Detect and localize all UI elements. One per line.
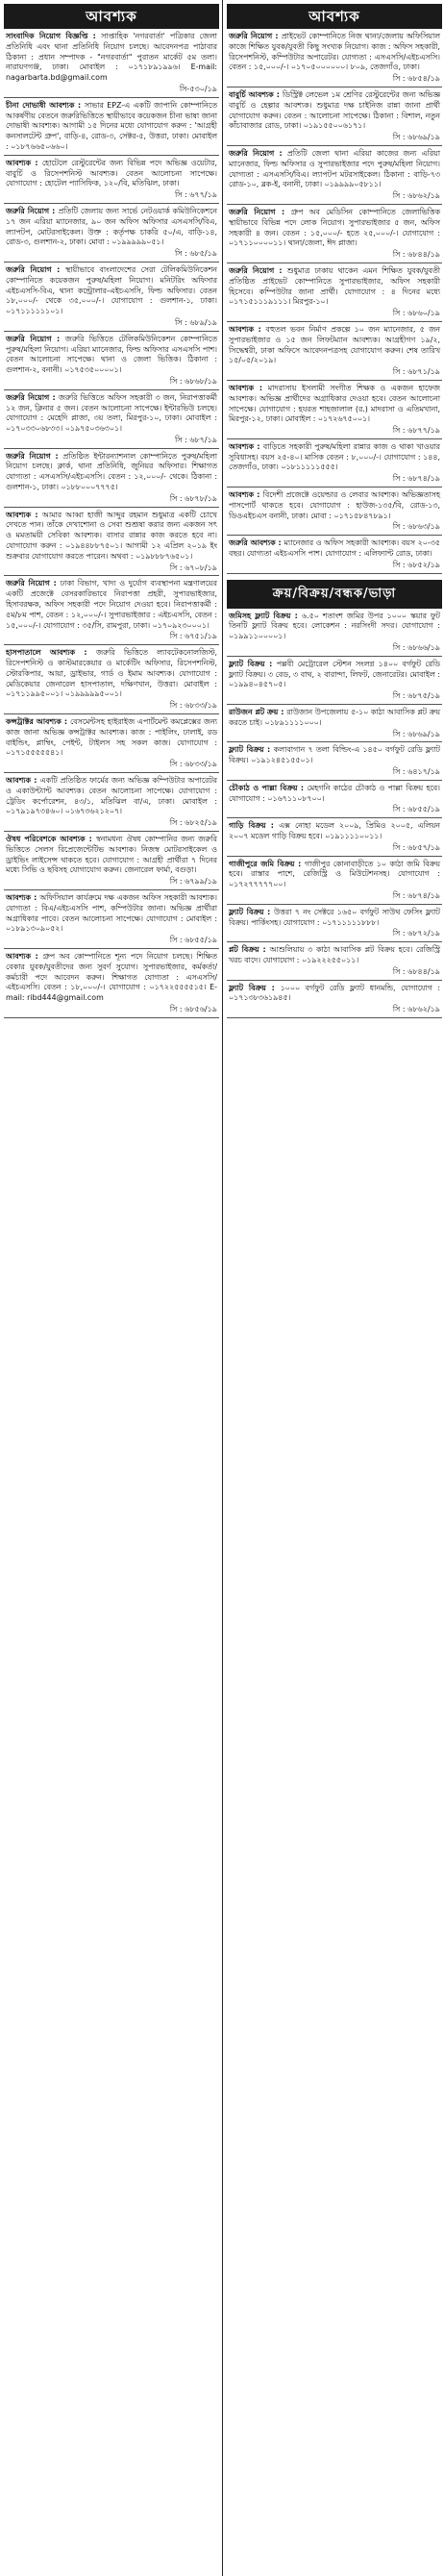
ad-reference: সি : ৬৮৪৪/১৯	[392, 966, 440, 976]
ad-keyword: ঔষধ পরিবেশকে আবশ্যক :	[6, 834, 96, 843]
ad-text	[6, 648, 217, 700]
ad-keyword: আবশ্যক :	[6, 158, 42, 167]
ad-body: আমার আব্বা হাজী আব্দুর রহমান শুধুমাত্র একটি চোখে দেখতে পান। তাঁকে দেখাশোনা ও সেবা শুশ্রূষা করার জন্য একজন সৎ ও মমতাময়ী সেবিকা আবশ্যক। বাসার রান্নার কাজ করতে হবে না। যোগাযোগ করুন : ০১৯৪৪৮৮৭৫০১। আগামী ১২ এপ্রিল ২০১৯ ইং শুক্রবার যোগাযোগ করতে পারেন। অথবা : ০১৯৮৮৮৭৬৫০১।	[6, 510, 217, 561]
ad-reference: সি : ৬৮৭৮/১৯	[169, 493, 217, 503]
classified-ad	[4, 332, 219, 390]
ad-keyword: জমিসহ ফ্ল্যাট বিক্রয় :	[229, 611, 302, 620]
ad-text	[6, 265, 217, 317]
column-divider	[222, 0, 223, 2576]
ad-reference: সি : ৬৮৫৫/১৯	[392, 805, 440, 814]
ad-body: বাড়িতে সহকারী পুরুষ/মহিলা রান্নার কাজ ও থাকা খাওয়ার সুবিধাসহ। বয়স ২৫-৪০। মাসিক বেতন : ৮,০০০/-। যোগাযোগ : ১৪৪, তেজগাঁও, ঢাকা। ০১৮১১১১১৫৫৫।	[229, 441, 440, 472]
ad-body: জরুরি ভিত্তিতে টেলিকমিউনিকেশন কোম্পানিতে পুরুষ/মহিলা নিয়োগ। এরিয়া ম্যানেজার, ফিল্ড অফিসার এসএসসি পাশ। বেতন আলোচনা সাপেক্ষে। থানা ও জেলা ভিত্তিক। ঠিকানা : গুলশান-২, বনানী। ০১৭৫৩৫০০০০১।	[6, 334, 218, 375]
classified-ad	[4, 156, 219, 204]
ad-keyword: জরুরি নিয়োগ :	[6, 392, 59, 402]
classified-ad	[227, 88, 442, 146]
ad-body: স্বনামধন্য ঔষধ কোম্পানির জন্য জরুরি ভিত্তিতে সেলস রিপ্রেজেন্টেটিভ আবশ্যক। নিজস্ব মোটরসাইকেল ও ড্রাইভিং লাইসেন্স থাকতে হবে। যোগাযোগ : আগ্রহী প্রার্থীরা ৭ দিনের মধ্যে সিভি ও ছবিসহ যোগাযোগ করুন। জেনারেল ফার্মা, বগুড়া।	[6, 834, 217, 875]
classified-ad	[4, 98, 219, 156]
ad-reference: সি : ৬৪১৭/১৯	[392, 767, 440, 777]
ad-keyword: আবশ্যক :	[6, 776, 40, 785]
ad-keyword: আবশ্যক :	[229, 383, 268, 392]
classified-ad	[4, 449, 219, 508]
ad-reference: সি : ৬৭৯৯/১৯	[169, 877, 217, 887]
classified-ad	[227, 439, 442, 488]
ad-reference: সি : ৬৮৫৫/১৯	[169, 936, 217, 945]
classified-ad	[4, 949, 219, 1018]
ad-reference: সি : ৬৮৬৩/১৯	[392, 522, 440, 532]
ad-text	[229, 442, 440, 473]
ad-reference: সি : ৬৮৫/১৯	[174, 249, 217, 259]
ad-reference: সি : ৬৮২৫/১৯	[169, 818, 217, 828]
ad-reference: সি : ৬৮৩৩/১৯	[169, 701, 217, 711]
ad-text	[229, 984, 440, 1005]
ad-keyword: জরুরি নিয়োগ :	[6, 334, 65, 343]
ad-body: পল্লবী মেট্রোরেল স্টেশন সংলগ্ন ১৪০০ বর্গফুট রেডি ফ্ল্যাট বিক্রয়। ৩ বেড, ৩ বাথ, ২ বারান্দা, লিফট, জেনারেটর। মোবাইল : ০১৯৯৪০৪৫৭০৫।	[229, 659, 440, 689]
ad-body: প্রাইভেট কোম্পানিতে নিজ থানা/জেলায় অফিসিয়াল কাজে শিক্ষিত যুবক/যুবতী কিছু সংখ্যক নিয়োগ। কাজ : অফিস সহকারী, রিসেপশনিস্ট, কম্পিউটার অপারেটর। যোগ্যতা : এসএসসি/এইচএসসি। বেতন : ১৫,০০০/-। ০১৭০৫০০০০০০। ৮০৯, তেজগাঁও, ঢাকা।	[229, 32, 440, 72]
ad-keyword: গাজীপুরে জমি বিক্রয় :	[229, 859, 305, 868]
ad-reference: সি : ৬৮৭৪/১৯	[392, 474, 440, 484]
ad-body: প্রতিটি জেলায় জন্য সার্ভে নেটওয়ার্ক কমিউনিকেশনে ১৭ জন এরিয়া ম্যানেজার, ৯০ জন অফিস অফিসার এসএসসি/বিএ, ল্যাপটপ, মোটরসাইকেল। উক্ত : কর্তৃপক্ষ চাকরি ৫০/এ, বাড়ি-১৪, রোড-৩, গুলশান-২, ঢাকা। মোবা : ০১৯৯৯৯৯০৫১।	[6, 206, 217, 247]
ad-text	[229, 90, 440, 132]
ad-body: বেসমেন্টসহ হাইরাইজ এপার্টমেন্ট কমপ্লেক্সের জন্য কাজ জানা অভিজ্ঞ কন্সট্রাক্টর আবশ্যক। কাজ : পাইলিং, ঢালাই, রড বাইন্ডিং, প্লাম্বিং, পেইন্ট, টাইলস সহ সকল কাজ। যোগাযোগ : ০১৭১৫৫৫৫৫৪১।	[6, 717, 217, 758]
ad-text	[6, 393, 217, 435]
ad-body: বিদেশী প্রজেক্টে ওয়েল্ডার ও লেবার আবশ্যক। অভিজ্ঞতাসহ পাসপোর্ট থাকতে হবে। যোগাযোগ : হাউজ-১৩৫/বি, রোড-১৩, ডিওএইচএস বনানী, ঢাকা। মোবা : ০১৭১৫৮৪৭৮৯১।	[229, 490, 440, 520]
classified-ad	[227, 981, 442, 1018]
ad-body: জরুরি ভিত্তিতে অফিস সহকারী ৩ জন, নিরাপত্তাকর্মী ১২ জন, ক্লিনার ৫ জন। বেতন আলোচনা সাপেক্ষে। ইন্টারভিউ চলছে। যোগাযোগ : মেহেদি প্লাজা, ৩য় তলা, মিরপুর-১০, ঢাকা। মোবাইল : ০১৭০৩৩০৬৮৩৩। ০১৯৭৫০৩৬৩০১।	[6, 392, 217, 434]
right-ads-list-sale	[227, 609, 442, 1018]
ad-text	[229, 660, 440, 690]
ad-body: ১০০০ বর্গফুট রেডি ফ্ল্যাট ধানমন্ডি, যোগাযোগ : ০১৭১৩৮৩৬১৯৪৫।	[229, 983, 440, 1003]
classified-ad	[227, 488, 442, 536]
ad-text	[229, 538, 440, 560]
classified-ad	[227, 29, 442, 88]
ad-keyword: জরুরি নিয়োগ :	[229, 265, 287, 275]
left-column	[4, 0, 219, 2576]
ad-reference: সি : ৬৮৬৬/১৯	[392, 643, 440, 653]
ad-reference: সি : ৬৮৬৯/১৯	[392, 729, 440, 738]
ad-body: শুধুমাত্র ঢাকায় থাকেন এমন শিক্ষিত যুবক/যুবতী প্রতিষ্ঠিত প্রাইভেট কোম্পানিতে সুপারভাইজার, অফিস সহকারী হিসেবে। কম্পিউটার জানা প্রার্থী। যোগাযোগ : ৪ দিনের মধ্যে ০১৭১৫১১১৯১১১। মিরপুর-১০।	[229, 265, 440, 307]
classified-ad	[227, 857, 442, 905]
ad-reference: সি : ৬৮৫৭/১৯	[392, 842, 440, 852]
ad-text	[229, 325, 440, 366]
ad-text	[6, 776, 217, 817]
ad-text	[6, 452, 217, 493]
classified-ad	[227, 381, 442, 439]
ad-keyword: চীনা দোভাষী আবশ্যক :	[6, 100, 85, 110]
ad-reference: সি : ৬৭৭/১৯	[174, 190, 217, 200]
ad-body: আশুলিয়ায় ৩ কাঠা আবাসিক প্লট বিক্রয় হবে। রেজিস্ট্রি খরচ বাদে। যোগাযোগ : ০১৯২২২৫৫০১১।	[229, 945, 440, 964]
classified-ad	[227, 818, 442, 856]
ad-text	[6, 32, 217, 84]
ad-keyword: জরুরি নিয়োগ :	[6, 206, 59, 215]
ad-text	[6, 952, 217, 1004]
ad-text	[229, 945, 440, 966]
ad-keyword: আবশ্যক :	[229, 324, 266, 334]
ad-body: সাভার EPZ-এ একটি জাপানি কোম্পানিতে আকর্ষণীয় বেতনে জরুরিভিত্তিতে স্থায়ীভাবে কয়েকজন চীনা ভাষা জানা দোভাষী আবশ্যক। আগামী ১৫ দিনের মধ্যে যোগাযোগ করুন : 'আগ্রহী কনসালটেন্ট গ্রুপ', বাড়ি-৪, রোড-৩, সেক্টর-৫, উত্তরা, ঢাকা। মোবাইল : ০১৮৭৬৬৫০৬৬০।	[6, 100, 217, 151]
classified-ad	[227, 705, 442, 742]
classified-ad	[4, 29, 219, 98]
ad-reference: সি : ৬৮৭২/১৯	[392, 929, 440, 938]
ad-reference: সি : ৬৮৬৯/১৯	[392, 133, 440, 142]
ad-reference: সি : ৬৮৪৪/১৯	[392, 250, 440, 260]
classified-ad	[227, 781, 442, 818]
ad-reference: সি : ৬৮৭৭/১৯	[392, 426, 440, 436]
left-ads-list	[4, 29, 219, 1018]
ad-keyword: বাবুর্চি আবশ্যক :	[229, 89, 283, 99]
ad-body: ৬.৫০ শতাংশ জমির উপর ১০০০ স্কয়ার ফুট তিনটি ফ্ল্যাট বিক্রয় হবে। লোকেশন : নরসিংদী সদর। যোগাযোগ : ০১৯৯১১০০০০১।	[229, 611, 440, 641]
ad-keyword: জরুরি নিয়োগ :	[6, 579, 61, 588]
classified-ad	[4, 773, 219, 832]
ad-keyword: আবশ্যক :	[229, 490, 263, 500]
ad-text	[6, 207, 217, 248]
classified-ad	[227, 322, 442, 381]
classified-ad	[227, 146, 442, 205]
right-ads-list-jobs	[227, 29, 442, 574]
ad-text	[6, 893, 217, 935]
section-header-sale: ক্রয়/বিক্রয়/বন্ধক/ভাড়া	[227, 580, 442, 609]
ad-body: মেহগনি কাঠের চৌকাঠ ও পাল্লা বিক্রয় হবে। যোগাযোগ : ০১৬৭১১০৮৭০০।	[229, 783, 440, 803]
ad-keyword: জরুরি নিয়োগ :	[6, 451, 63, 461]
classified-ad	[4, 204, 219, 263]
ad-body: রাউজান উপজেলায় ৫-১০ কাঠা আবাসিক প্লট ক্রয় করতে চাই। ০১৮৯১১১১০০০।	[229, 708, 440, 727]
ad-keyword: ফ্ল্যাট বিক্রয় :	[229, 745, 274, 755]
ad-keyword: রাউজন প্লট ক্রয় :	[229, 708, 287, 717]
ad-keyword: গাড়ি বিক্রয় :	[229, 821, 280, 831]
ad-body: হোটেলে রেস্টুরেন্টের জন্য বিভিন্ন পদে অভিজ্ঞ ওয়েটার, বাবুর্চি ও রিসেপশনিস্ট আবশ্যক। বেতন আলোচনা সাপেক্ষে। যোগাযোগ : হোটেল প্যাসিফিক, ১২০/বি, মতিঝিল, ঢাকা।	[6, 158, 217, 188]
ad-reference: সি : ৬৭০৮/১৯	[169, 563, 217, 572]
ad-keyword: সাংবাদিক নিয়োগ বিজ্ঞপ্তি :	[6, 32, 102, 40]
classified-ad	[227, 263, 442, 322]
ad-reference: সি : ৬৮৭৪/১৯	[392, 890, 440, 900]
ad-text	[6, 511, 217, 563]
ad-reference: সি : ৬৮৭১/১৯	[392, 367, 440, 377]
ad-text	[6, 159, 217, 189]
ad-body: একটি প্রতিষ্ঠিত ফার্মের জন্য অভিজ্ঞ কম্পিউটার অপারেটর ও একাউন্ট্যান্ট আবশ্যক। বেতন আলোচনা সাপেক্ষে। যোগাযোগ : ট্রেডিং কর্পোরেশন, ৪৩/১, মতিঝিল বা/এ, ঢাকা। মোবাইল : ০১৭৯১৯৭৩৪৬০। ০১৬৭৩৬২১২০৭।	[6, 776, 217, 816]
ad-reference: সি : ৬৮৭৫/১৯	[392, 691, 440, 701]
ad-body: গ্রুপ অব কোম্পানিতে শূন্য পদে নিয়োগ চলছে। শিক্ষিত বেকার যুবক/যুবতীদের জন্য সুবর্ণ সুযোগ। সুপারভাইজার, কর্মকর্তা/কর্মচারী পদে আবেদন করুন। শিক্ষাগত যোগ্যতা : এসএসসি/এইচএসসি। বেতন : ১৮,০০০/-। যোগাযোগ : ০১৭২২৫৫৫৫১৫। E-mail: ribd444@gmail.com	[6, 951, 217, 1003]
ad-text	[229, 384, 440, 425]
ad-body: স্থায়ীভাবে বাংলাদেশের সেরা টেলিকমিউনিকেশন কোম্পানিতে কয়েকজন পুরুষ/মহিলা নিয়োগ। মনিটরিং অফিসার এইচএসসি-বিএ, থানা কন্ট্রোলার-এইচএসসি, ফিল্ড অফিসার। বেতন ১৮,০০০/- থেকে ৩৫,০০০/-। যোগাযোগ : গুলশান-১, ঢাকা। ০১৭১১১১১১০১।	[6, 264, 218, 316]
ad-reference: সি : ৬৮৬৮/১৯	[169, 376, 217, 386]
ad-body: অফিসিয়াল কার্যক্রমে দক্ষ একজন অফিস সহকারী আবশ্যক। যোগ্যতা : বিএ/এইচএসসি পাশ, কম্পিউটার জানা। অভিজ্ঞ প্রার্থীরা অগ্রাধিকার পাবে। বেতন আলোচনা সাপেক্ষে। যোগাযোগ : মোবাইল : ০১৮৯১৩০৯০৫২।	[6, 892, 217, 934]
ad-reference: সি : ৬৭৫১/১৯	[169, 632, 217, 641]
ad-reference: সি : ৬৮৫৪/১৯	[392, 74, 440, 84]
ad-text	[229, 708, 440, 729]
ad-keyword: জরুরি নিয়োগ :	[229, 207, 291, 216]
classified-ad	[227, 905, 442, 942]
ad-text	[229, 860, 440, 890]
right-column	[227, 0, 442, 2576]
ad-keyword: প্লট বিক্রয় :	[229, 945, 270, 955]
ad-text	[229, 149, 440, 190]
ad-reference: সি : ৬৮৬২/১৯	[392, 1005, 440, 1014]
ad-reference: সি : ৬৮৯/১৯	[174, 317, 217, 327]
ad-body: গ্রুপ অব মেডিসিন কোম্পানিতে জেলাভিত্তিক স্থায়ীভাবে বিভিন্ন পদে লোক নিয়োগ। সুপারভাইজার ৫ জন, অফিস সহকারী ৪ জন। বেতন : ১৫,০০০/- হতে ২৫,০০০/-। যোগাযোগ : ০১৭১১০০০০১১। থানা/জেলা, ঈদ প্লাজা।	[229, 207, 440, 248]
ad-reference: সি : ৬৮৫২/১৯	[392, 560, 440, 569]
classified-ad	[4, 576, 219, 645]
ad-body: গাজীপুর কোনাবাড়ীতে ১০ কাঠা জমি বিক্রয় হবে। রাস্তার পাশে, রেজিস্ট্রি ও মিউটেশনসহ। যোগাযোগ : ০১৭২৭৭৭৭৭০০।	[229, 859, 440, 889]
ad-body: কলাবাগান ৭ তলা বিল্ডিং-এ ১৪৫০ বর্গফুট রেডি ফ্ল্যাট বিক্রয়। ০১৯১২৪৫১৫৫০১।	[229, 745, 440, 765]
ad-reference: সি : ৬৮৭/১৯	[174, 435, 217, 444]
classified-ad	[227, 742, 442, 780]
ad-keyword: কন্সট্রাক্টর আবশ্যক :	[6, 717, 71, 727]
ad-keyword: আবশ্যক :	[6, 510, 42, 519]
ad-text	[229, 821, 440, 842]
ad-body: ডিস্ট্রিক্ট লেভেল ১ম শ্রেণির রেস্টুরেন্টের জন্য অভিজ্ঞ বাবুর্চি ও হেল্পার আবশ্যক। শুধুমাত্র দক্ষ চাইনিজ রান্না জানা প্রার্থী যোগাযোগ করুন। বেতন : আলোচনা সাপেক্ষে। ঠিকানা : বিশাল, নতুন কাঁচাবাজার রোড, ঢাকা। ০১৯১৫৫০০৬১৭১।	[229, 89, 440, 131]
classified-ad	[4, 645, 219, 714]
ad-body: মাদরাসায় ইসলামী সংগীত শিক্ষক ও একজন হাফেজ আবশ্যক। অভিজ্ঞ প্রার্থীদের অগ্রাধিকার দেওয়া হবে। বেতন আলোচনা সাপেক্ষে। যোগাযোগ : হযরত শাহজালাল (র.) মাদরাসা ও এতিমখানা, মিরপুর-১২, ঢাকা। মোবাইল : ০১৭২৬৭৫০০১।	[229, 383, 440, 424]
classified-ad	[4, 832, 219, 890]
ad-text	[229, 490, 440, 521]
ad-keyword: ফ্ল্যাট বিক্রয় :	[229, 983, 281, 992]
ad-body: প্রতিটি জেলা থানা এরিয়া কাজের জন্য এরিয়া ম্যানেজার, ফিল্ড অফিসার ও সুপারভাইজার পদে পুরুষ/মহিলা নিয়োগ। যোগ্যতা : এসএসসি/বিএ। ল্যাপটপ মটরসাইকেল। ঠিকানা : বাড়ি-৭৩ রোড-১০, ব্লক-ই, বনানী, ঢাকা। ০১৯৯৯৯০৫৮১১।	[229, 148, 440, 189]
ad-text	[6, 335, 217, 376]
classified-ad	[4, 714, 219, 773]
classified-ad	[227, 609, 442, 657]
ad-keyword: জরুরি আবশ্যক :	[229, 538, 284, 548]
ad-keyword: জরুরি নিয়োগ :	[6, 264, 65, 274]
ad-body: জরুরি ভিত্তিতে ল্যাবটেকনোলজিস্ট, রিসেপশনিস্ট ও কাস্টমারকেয়ার ও মার্কেটিং অফিসার, রিসেপশনিস্ট, স্টোরকিপার, আয়া, ড্রাইভার, গার্ড ও ইমাম আবশ্যক। যোগাযোগ : মেডিকেয়ার জেনারেল হাসপাতাল, দক্ষিণখান, উত্তরা। মোবাইল : ০১৭১১৯৯৫০০১। ০১৯৯৯৯৯৫০০১।	[6, 648, 217, 699]
ad-keyword: জরুরি নিয়োগ :	[229, 148, 287, 158]
ad-reference: সি : ৬৮৫৬/১৯	[169, 1004, 217, 1013]
classified-ad	[4, 508, 219, 577]
ad-text	[229, 745, 440, 766]
classified-ad	[4, 263, 219, 332]
ad-body: ম্যানেজার ও অফিস সহকারী আবশ্যক। বয়স ২০-৩৫ বছর। যোগ্যতা এইচএসসি পাশ। যোগাযোগ : এলিফ্যান্ট রোড, ঢাকা।	[229, 538, 440, 559]
ad-keyword: হাসপাতালে আবশ্যক :	[6, 648, 96, 658]
ad-text	[6, 101, 217, 153]
classified-ad	[227, 536, 442, 573]
ad-text	[229, 208, 440, 249]
ad-keyword: ফ্ল্যাট বিক্রয় :	[229, 907, 274, 916]
ad-text	[229, 32, 440, 73]
ad-reference: সি : ৬৮৩৩/১৯	[169, 760, 217, 769]
ad-body: এক্স নোহা মডেল ২০০৯, প্রিমিও ২০০৫, এলিয়ন ২০০৭ মডেল গাড়ি বিক্রয় হবে। ০১৯১১১১০০১১।	[229, 821, 440, 840]
classified-ad	[227, 205, 442, 263]
ad-text	[229, 266, 440, 308]
classified-ad	[4, 390, 219, 449]
section-header-left: আবশ্যক	[4, 4, 219, 29]
ad-text	[229, 612, 440, 642]
ad-text	[229, 784, 440, 805]
ad-keyword: চৌকাঠ ও পাল্লা বিক্রয় :	[229, 783, 308, 792]
classified-ad	[227, 942, 442, 980]
ad-text	[6, 717, 217, 759]
ad-body: উত্তরা ৭ নং সেক্টরে ১৬৫০ বর্গফুট সাউথ ফেসিং ফ্ল্যাট বিক্রয়। পার্কিংসহ। যোগাযোগ : ০১৭১১১১১৮৮৮।	[229, 907, 440, 927]
ad-reference: সি : ৬৮৬২/১৯	[392, 191, 440, 201]
classified-ad	[4, 890, 219, 949]
ad-keyword: আবশ্যক :	[6, 951, 43, 961]
ad-keyword: আবশ্যক :	[6, 892, 40, 902]
ad-text	[6, 835, 217, 876]
ad-body: বহুতল ভবন নির্মাণ প্রকল্পে ১০ জন ম্যানেজার, ৫ জন সুপারভাইজার ও ১৫ জন লিফটম্যান আবশ্যক। আগ্রহীগণ ১৯/২, সিদ্ধেশ্বরী, ঢাকা অফিসে আবেদনপত্রসহ যোগাযোগ করুন। শেষ তারিখ ১৫/০৫/২০১৯।	[229, 324, 441, 365]
ad-keyword: ফ্ল্যাট বিক্রয় :	[229, 659, 277, 668]
classified-ad	[227, 657, 442, 705]
ad-text	[6, 579, 217, 631]
ad-body: সাপ্তাহিক 'নগরবার্তা' পত্রিকার জেলা প্রতিনিধি এবং থানা প্রতিনিধি নিয়োগ চলছে। আবেদনপত্র পাঠাবার ঠিকানা : প্রধান সম্পাদক - "নগরবার্তা" পুরাতন মার্কেট ৫ম তলা। নারায়ণগঞ্জ, ঢাকা। মোবাইল : ০১৭১৮৯১৯৯৬। E-mail: nagarbarta.bd@gmail.com	[6, 32, 217, 83]
ad-keyword: আবশ্যক :	[229, 441, 263, 451]
ad-reference: সি : ৬৮৬০/১৯	[392, 309, 440, 318]
ad-text	[229, 908, 440, 929]
ad-body: ঢাকা বিভাগ, খাদ্য ও দুর্যোগ ব্যবস্থাপনা মন্ত্রণালয়ের একটি প্রজেক্টে বেসরকারিভাবে নিরাপত্তা প্রহরী, সুপারভাইজার, হিসাবরক্ষক, অফিস সহকারী পদে নিয়োগ দেওয়া হবে। নিরাপত্তাকর্মী : ৫ম/৮ম পাশ, বেতন : ১২,০০০/-। সুপারভাইজার : এইচএসসি, বেতন : ১৫,০০০/-। যোগাযোগ : ৩৫/সি, রামপুরা, ঢাকা। ০১৭০৯২৩০০০১।	[6, 579, 217, 630]
ad-keyword: জরুরি নিয়োগ :	[229, 32, 282, 40]
ad-reference: সি-৫৩০/১৯	[179, 84, 217, 93]
ad-body: প্রতিষ্ঠিত ইন্টারন্যাশনাল কোম্পানিতে পুরুষ/মহিলা নিয়োগ চলছে। ক্লার্ক, থানা প্রতিনিধি, জুনিয়র অফিসার। শিক্ষাগত যোগ্যতা : এসএসসি/এইচএসসি। বেতন : ১২,০০০/- থেকে। ঠিকানা : গুলশান-১, ঢাকা। ০১৮৮০০০৭৭৭৫।	[6, 451, 217, 492]
section-header-right: আবশ্যক	[227, 4, 442, 29]
